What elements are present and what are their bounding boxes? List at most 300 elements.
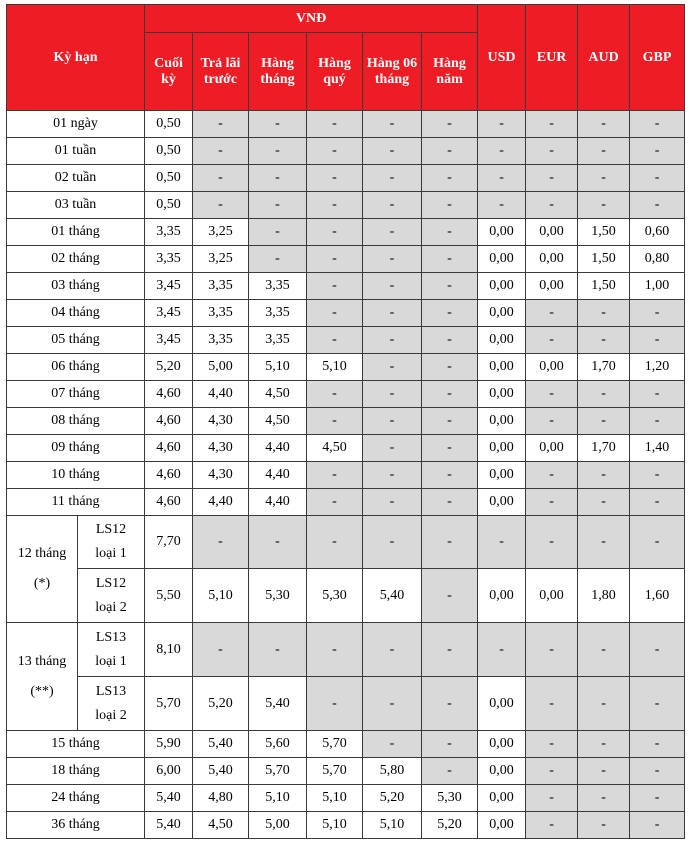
table-row [7,812,685,839]
col-hang-quy: Hàng quý [307,33,363,111]
rate-cell: 4,50 [193,812,249,839]
term-cell: 15 tháng [7,731,145,758]
gbp-header: GBP [630,5,685,111]
table-row [7,219,685,246]
rate-cell: 5,40 [145,785,193,812]
sub-term-type: loại 2 [95,599,127,615]
rate-cell: - [578,165,630,192]
rate-cell: 0,00 [478,219,526,246]
rate-cell: 5,40 [193,731,249,758]
table-row [7,408,685,435]
rate-cell: - [526,327,578,354]
rate-cell: 0,00 [478,435,526,462]
rate-cell: - [630,785,685,812]
sub-term-cell [78,677,145,731]
rate-cell: 3,45 [145,300,193,327]
rate-cell: - [307,300,363,327]
rate-cell: - [422,165,478,192]
rate-cell: - [526,381,578,408]
rate-cell: - [526,489,578,516]
rate-cell: - [630,462,685,489]
sub-term-cell [78,516,145,569]
rate-cell: 5,70 [249,758,307,785]
rate-cell: - [526,731,578,758]
rate-cell: - [422,300,478,327]
rate-cell: 4,60 [145,462,193,489]
rate-cell: 5,30 [307,569,363,623]
rate-cell: 3,25 [193,246,249,273]
rate-cell: 0,00 [478,381,526,408]
sub-term-type: loại 2 [95,707,127,723]
rate-cell: - [422,623,478,677]
rate-cell: 4,40 [193,381,249,408]
rate-cell: - [363,489,422,516]
rate-cell: - [307,192,363,219]
rate-cell: - [307,273,363,300]
table-row [7,246,685,273]
rate-cell: - [307,462,363,489]
table-row [7,111,685,138]
rate-cell: - [526,812,578,839]
rate-cell: - [630,516,685,569]
rate-cell: 5,70 [145,677,193,731]
rate-cell: 1,40 [630,435,685,462]
rate-cell: - [478,516,526,569]
rate-cell: - [630,623,685,677]
rate-cell: 5,60 [249,731,307,758]
term-header: Kỳ hạn [7,5,145,111]
sub-term-type: loại 1 [95,653,127,669]
table-row [7,165,685,192]
rate-cell: - [193,516,249,569]
rate-cell: - [578,731,630,758]
rate-cell: - [578,138,630,165]
rate-cell: 0,00 [478,300,526,327]
rate-cell: 1,70 [578,354,630,381]
table-row [7,758,685,785]
rate-cell: - [526,111,578,138]
rate-cell: - [578,327,630,354]
rate-cell: 1,50 [578,219,630,246]
rate-cell: 5,00 [249,812,307,839]
term-cell: 24 tháng [7,785,145,812]
rate-cell: - [249,246,307,273]
rate-cell: 0,00 [478,462,526,489]
rate-cell: - [307,516,363,569]
rate-cell: 5,10 [193,569,249,623]
rate-cell: 0,50 [145,192,193,219]
rate-cell: 3,35 [249,300,307,327]
rate-cell: - [363,273,422,300]
rate-cell: - [578,677,630,731]
rate-cell: 4,50 [307,435,363,462]
rate-cell: - [307,138,363,165]
rate-cell: 3,25 [193,219,249,246]
rate-cell: 0,80 [630,246,685,273]
rate-cell: - [193,623,249,677]
rate-cell: 3,35 [193,327,249,354]
term-cell: 01 tuần [7,138,145,165]
rate-cell: - [422,111,478,138]
rate-cell: - [363,408,422,435]
group-term-cell [7,623,78,731]
term-cell: 01 tháng [7,219,145,246]
rate-cell: 0,50 [145,138,193,165]
rate-cell: 5,00 [193,354,249,381]
term-cell: 10 tháng [7,462,145,489]
rate-cell: - [363,219,422,246]
rate-cell: 5,40 [145,812,193,839]
rate-cell: 5,70 [307,731,363,758]
rate-cell: - [363,462,422,489]
rate-cell: 1,20 [630,354,685,381]
rate-cell: - [630,111,685,138]
rate-cell: 5,10 [307,354,363,381]
table-row [7,623,685,677]
rate-cell: - [630,165,685,192]
rate-cell: - [630,300,685,327]
rate-cell: - [422,246,478,273]
rate-cell: 4,50 [249,408,307,435]
rate-cell: 0,00 [478,273,526,300]
rate-cell: 4,60 [145,408,193,435]
rate-cell: - [363,381,422,408]
rate-cell: 5,30 [422,785,478,812]
rate-cell: - [578,381,630,408]
term-cell: 06 tháng [7,354,145,381]
rate-cell: - [249,192,307,219]
rate-cell: - [630,758,685,785]
rate-cell: 5,30 [249,569,307,623]
sub-term-code: LS12 [95,522,127,537]
rate-cell: - [422,516,478,569]
rate-cell: 5,20 [422,812,478,839]
rate-cell: - [422,138,478,165]
rate-cell: 0,00 [478,812,526,839]
rate-cell: 6,00 [145,758,193,785]
rate-cell: 4,60 [145,489,193,516]
rate-cell: - [307,677,363,731]
vnd-header: VNĐ [145,5,478,33]
rate-cell: 4,30 [193,462,249,489]
table-row [7,489,685,516]
sub-term-code: LS13 [95,629,127,645]
table-row [7,731,685,758]
rate-cell: 8,10 [145,623,193,677]
col-hang-nam: Hàng năm [422,33,478,111]
table-row [7,138,685,165]
term-cell: 02 tuần [7,165,145,192]
rate-cell: 0,00 [478,489,526,516]
rate-cell: 4,50 [249,381,307,408]
rate-cell: - [363,138,422,165]
rate-cell: 5,50 [145,569,193,623]
term-cell: 03 tuần [7,192,145,219]
rate-cell: 5,10 [307,785,363,812]
sub-term-code: LS13 [95,683,127,699]
rate-cell: - [478,111,526,138]
eur-header: EUR [526,5,578,111]
group-term-cell [7,516,78,623]
term-cell: 02 tháng [7,246,145,273]
rate-cell: 0,60 [630,219,685,246]
rate-cell: - [363,300,422,327]
sub-term-type: loại 1 [95,546,127,561]
sub-term-cell [78,569,145,623]
rate-cell: 0,00 [526,246,578,273]
rate-cell: - [526,516,578,569]
term-cell: 03 tháng [7,273,145,300]
rate-cell: - [422,462,478,489]
rate-cell: - [526,138,578,165]
rate-cell: 3,35 [145,246,193,273]
rate-cell: - [422,327,478,354]
rate-cell: 1,70 [578,435,630,462]
rate-cell: - [422,273,478,300]
table-row [7,300,685,327]
rate-cell: - [422,677,478,731]
rate-cell: - [578,408,630,435]
rate-cell: - [249,219,307,246]
rate-cell: 5,20 [363,785,422,812]
rate-cell: - [307,111,363,138]
rate-cell: - [526,192,578,219]
rate-cell: 1,80 [578,569,630,623]
rate-cell: - [249,623,307,677]
group-term-note: (**) [30,683,54,699]
table-row [7,516,685,569]
table-row [7,677,685,731]
rate-cell: - [578,812,630,839]
rate-cell: - [630,327,685,354]
col-hang-thang: Hàng tháng [249,33,307,111]
table-row [7,354,685,381]
rate-cell: 1,50 [578,273,630,300]
rate-cell: 4,30 [193,408,249,435]
rate-cell: - [307,246,363,273]
col-tra-lai-truoc: Trả lãi trước [193,33,249,111]
rate-cell: - [249,165,307,192]
rate-cell: 5,40 [363,569,422,623]
term-cell: 11 tháng [7,489,145,516]
rate-cell: - [363,327,422,354]
rate-cell: - [363,246,422,273]
rate-cell: 1,50 [578,246,630,273]
rate-cell: 0,00 [478,354,526,381]
rate-cell: 7,70 [145,516,193,569]
rate-cell: 0,00 [478,246,526,273]
table-row [7,462,685,489]
rate-cell: 0,00 [478,731,526,758]
rate-cell: - [526,677,578,731]
rate-cell: 5,10 [249,354,307,381]
rate-cell: 5,40 [193,758,249,785]
rate-cell: - [307,408,363,435]
rate-cell: 0,00 [478,785,526,812]
rate-cell: - [578,192,630,219]
rate-cell: - [526,758,578,785]
rate-cell: 0,00 [526,273,578,300]
rate-cell: - [422,408,478,435]
rate-cell: - [307,381,363,408]
rate-cell: 5,80 [363,758,422,785]
rate-cell: 3,35 [193,300,249,327]
rate-cell: - [193,138,249,165]
rate-cell: 0,00 [478,677,526,731]
rate-cell: - [578,489,630,516]
rate-cell: 0,00 [526,435,578,462]
interest-rate-table [6,4,685,839]
rate-cell: - [363,677,422,731]
rate-cell: 3,35 [249,327,307,354]
term-cell: 18 tháng [7,758,145,785]
rate-cell: - [422,758,478,785]
rate-cell: - [630,812,685,839]
rate-cell: - [363,516,422,569]
rate-cell: 4,40 [193,489,249,516]
rate-cell: - [422,219,478,246]
rate-cell: - [578,623,630,677]
group-term-note: (*) [33,576,51,591]
table-row [7,435,685,462]
rate-cell: - [193,192,249,219]
sub-term-code: LS12 [95,575,127,591]
term-cell: 07 tháng [7,381,145,408]
rate-cell: - [526,408,578,435]
rate-cell: - [630,138,685,165]
rate-cell: - [578,300,630,327]
rate-cell: 0,50 [145,111,193,138]
rate-cell: - [422,435,478,462]
rate-cell: 0,50 [145,165,193,192]
rate-cell: - [478,138,526,165]
rate-cell: 0,00 [478,569,526,623]
rate-cell: 4,60 [145,381,193,408]
rate-cell: - [363,192,422,219]
rate-cell: 0,00 [526,219,578,246]
rate-cell: - [363,623,422,677]
rate-cell: - [307,489,363,516]
rate-cell: 1,00 [630,273,685,300]
rate-cell: - [363,435,422,462]
rate-cell: 4,40 [249,462,307,489]
usd-header: USD [478,5,526,111]
aud-header: AUD [578,5,630,111]
rate-cell: 3,35 [145,219,193,246]
rate-cell: - [307,165,363,192]
rate-cell: - [363,354,422,381]
rate-cell: - [578,111,630,138]
rate-cell: 5,10 [249,785,307,812]
rate-cell: - [630,408,685,435]
rate-cell: 0,00 [526,569,578,623]
rate-cell: - [307,623,363,677]
rate-cell: 0,00 [526,354,578,381]
table-row [7,327,685,354]
rate-cell: 4,40 [249,489,307,516]
rate-cell: 0,00 [478,758,526,785]
rate-cell: - [422,354,478,381]
rate-cell: - [526,462,578,489]
term-cell: 08 tháng [7,408,145,435]
rate-cell: - [630,381,685,408]
rate-cell: 3,45 [145,273,193,300]
rate-cell: - [526,623,578,677]
rate-cell: 1,60 [630,569,685,623]
term-cell: 05 tháng [7,327,145,354]
rate-cell: 3,45 [145,327,193,354]
rate-cell: - [578,462,630,489]
rate-cell: - [422,192,478,219]
group-term-label: 12 tháng [17,546,67,561]
rate-cell: - [422,489,478,516]
rate-cell: 5,20 [193,677,249,731]
term-cell: 36 tháng [7,812,145,839]
table-row [7,785,685,812]
rate-cell: - [630,489,685,516]
rate-cell: - [422,569,478,623]
term-cell: 01 ngày [7,111,145,138]
rate-cell: - [193,165,249,192]
rate-cell: - [363,731,422,758]
term-cell: 09 tháng [7,435,145,462]
rate-cell: 5,70 [307,758,363,785]
table-row [7,381,685,408]
rate-cell: - [526,785,578,812]
rate-cell: - [249,516,307,569]
term-cell: 04 tháng [7,300,145,327]
rate-cell: - [478,623,526,677]
rate-cell: - [630,192,685,219]
rate-cell: 4,80 [193,785,249,812]
rate-cell: 5,20 [145,354,193,381]
rate-cell: 5,10 [363,812,422,839]
col-cuoi-ky: Cuối kỳ [145,33,193,111]
rate-cell: 4,40 [249,435,307,462]
table-row [7,192,685,219]
rate-cell: - [630,731,685,758]
rate-cell: - [307,219,363,246]
rate-cell: - [249,138,307,165]
rate-cell: 5,90 [145,731,193,758]
rate-cell: - [526,165,578,192]
rate-cell: 4,30 [193,435,249,462]
rate-cell: 3,35 [249,273,307,300]
sub-term-cell [78,623,145,677]
rate-cell: - [578,758,630,785]
table-row [7,569,685,623]
rate-cell: - [363,165,422,192]
rate-cell: 4,60 [145,435,193,462]
rate-cell: - [193,111,249,138]
rate-cell: 0,00 [478,408,526,435]
rate-cell: - [422,731,478,758]
rate-cell: - [422,381,478,408]
rate-cell: - [478,192,526,219]
rate-cell: - [249,111,307,138]
rate-cell: 0,00 [478,327,526,354]
col-hang-06-thang: Hàng 06 tháng [363,33,422,111]
rate-cell: 5,40 [249,677,307,731]
rate-cell: - [478,165,526,192]
rate-cell: - [578,785,630,812]
rate-cell: - [363,111,422,138]
rate-cell: 3,35 [193,273,249,300]
rate-cell: 5,10 [307,812,363,839]
table-row [7,273,685,300]
rate-cell: - [307,327,363,354]
group-term-label: 13 tháng [17,653,67,669]
